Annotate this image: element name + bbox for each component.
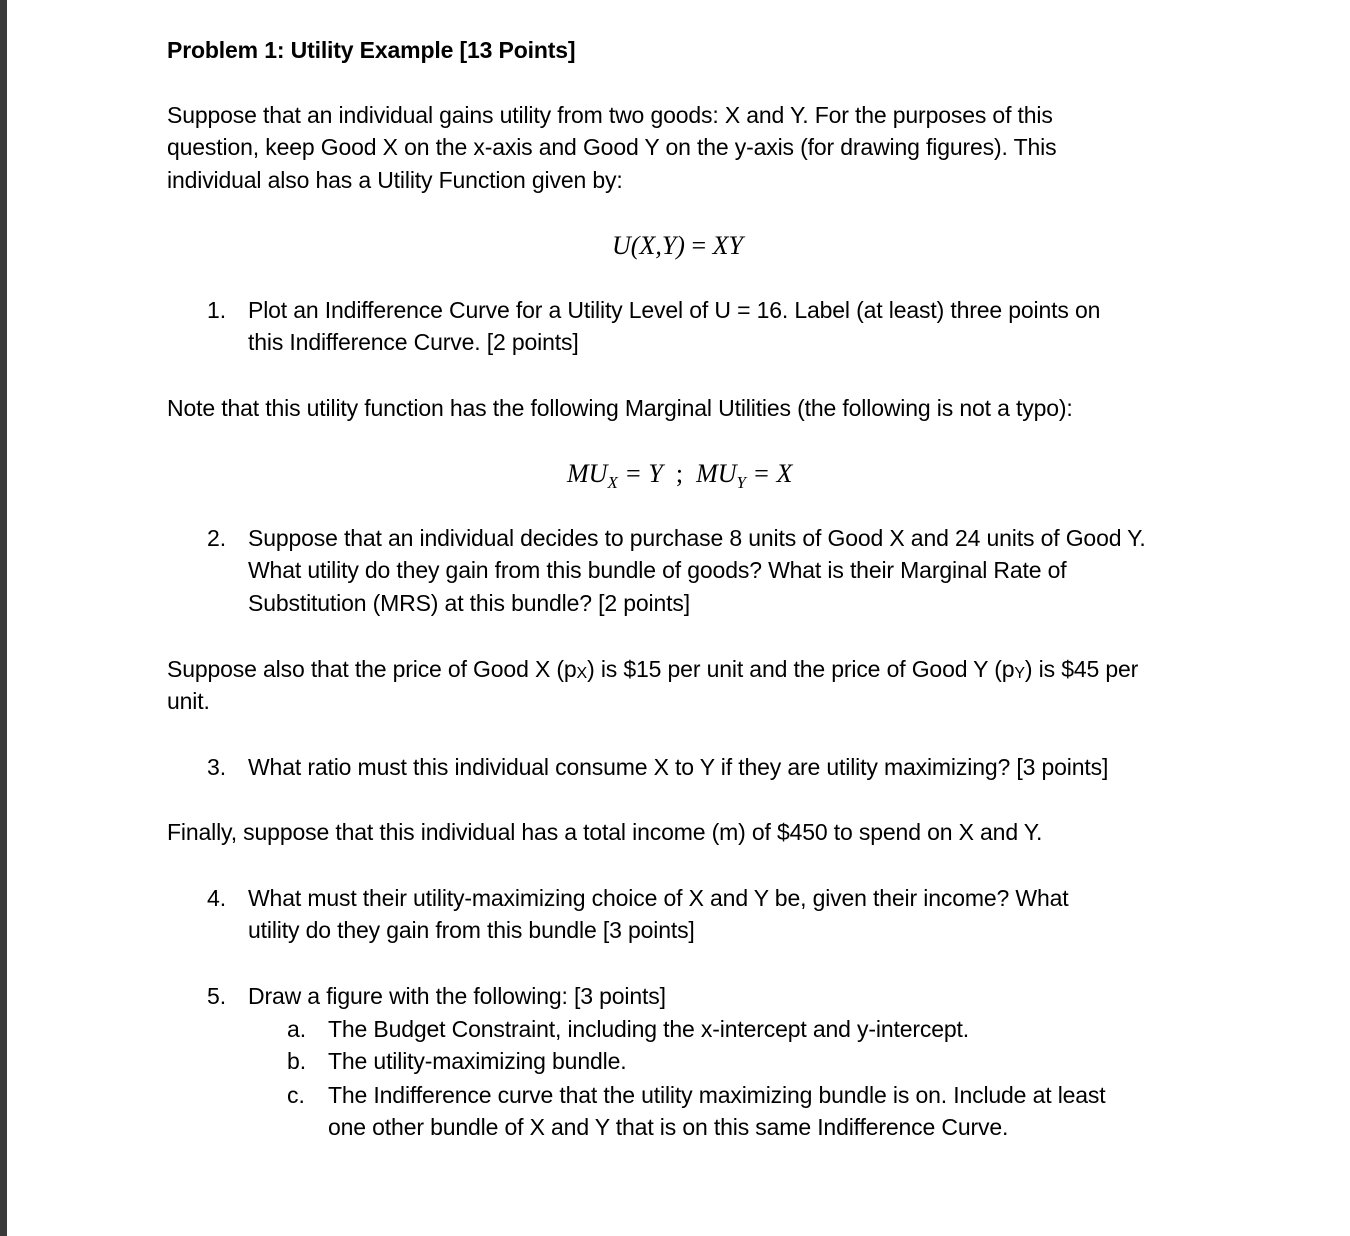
q5c-line-2: one other bundle of X and Y that is on this same Indifference Curve.	[328, 1114, 1009, 1140]
intro-line-1: Suppose that an individual gains utility from two goods: X and Y. For the purposes of this	[167, 102, 1053, 128]
q5a-text: The Budget Constraint, including the x-intercept and y-intercept.	[328, 1016, 969, 1042]
q1-line-1: Plot an Indifference Curve for a Utility Level of U = 16. Label (at least) three points on	[248, 297, 1101, 323]
q5c-letter: c.	[287, 1082, 305, 1108]
mu-separator: ;	[662, 459, 697, 488]
income-statement: Finally, suppose that this individual has a total income (m) of $450 to spend on X and Y.	[167, 819, 1043, 845]
intro-line-3: individual also has a Utility Function given by:	[167, 167, 623, 193]
q2-line-3: Substitution (MRS) at this bundle? [2 points]	[248, 590, 690, 616]
prices-line-1	[167, 653, 1138, 690]
prices-part-2: ) is $15 per unit and the price of Good Y (p	[587, 656, 1015, 682]
price-y-subscript: Y	[1014, 665, 1025, 682]
q3-text: What ratio must this individual consume X to Y if they are utility maximizing? [3 points]	[248, 754, 1109, 780]
utility-equals: =	[684, 231, 713, 260]
q5b-letter: b.	[287, 1048, 307, 1074]
q5b-text: The utility-maximizing bundle.	[328, 1048, 627, 1074]
muy-rhs: = X	[745, 459, 793, 488]
muy-subscript: Y	[736, 473, 746, 492]
prices-part-3: ) is $45 per	[1024, 656, 1139, 682]
marginal-utilities-equation	[567, 457, 792, 491]
q4-line-1: What must their utility-maximizing choice of X and Y be, given their income? What	[248, 885, 1069, 911]
utility-function-equation	[612, 229, 743, 263]
q2-line-2: What utility do they gain from this bundle of goods? What is their Marginal Rate of	[248, 557, 1067, 583]
q3-number: 3.	[207, 754, 227, 780]
q2-line-1: Suppose that an individual decides to purchase 8 units of Good X and 24 units of Good Y.	[248, 525, 1146, 551]
q1-line-2: this Indifference Curve. [2 points]	[248, 329, 579, 355]
q4-line-2: utility do they gain from this bundle [3 points]	[248, 917, 695, 943]
price-x-subscript: X	[576, 665, 588, 682]
mux-rhs: = Y	[617, 459, 663, 488]
marginal-utility-note: Note that this utility function has the following Marginal Utilities (the following is not a typo):	[167, 395, 1073, 421]
q1-number: 1.	[207, 297, 227, 323]
utility-lhs: U(X,Y)	[612, 231, 685, 260]
prices-line-2: unit.	[167, 688, 210, 714]
prices-part-1: Suppose also that the price of Good X (p	[167, 656, 577, 682]
intro-line-2: question, keep Good X on the x-axis and Good Y on the y-axis (for drawing figures). This	[167, 134, 1057, 160]
q5a-letter: a.	[287, 1016, 307, 1042]
mux-label: MU	[567, 459, 608, 488]
problem-title: Problem 1: Utility Example [13 Points]	[167, 37, 576, 63]
mux-subscript: X	[607, 473, 618, 492]
utility-rhs: XY	[712, 231, 743, 260]
q2-number: 2.	[207, 525, 227, 551]
q4-number: 4.	[207, 885, 227, 911]
q5-number: 5.	[207, 983, 227, 1009]
q5c-line-1: The Indifference curve that the utility maximizing bundle is on. Include at least	[328, 1082, 1106, 1108]
muy-label: MU	[696, 459, 737, 488]
q5-text: Draw a figure with the following: [3 points]	[248, 983, 666, 1009]
